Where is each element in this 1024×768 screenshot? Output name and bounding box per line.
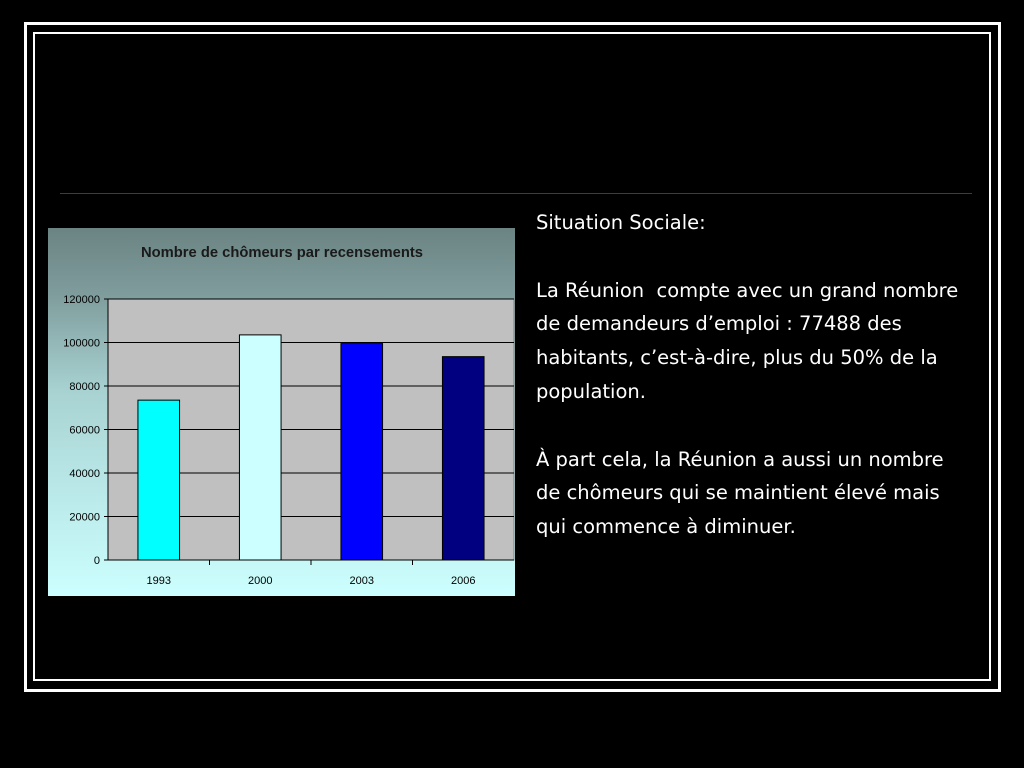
y-tick-label: 40000 — [69, 468, 100, 480]
bar-2000 — [239, 335, 281, 560]
paragraph-unemployment-trend: À part cela, la Réunion a aussi un nombre de chômeurs qui se maintient élevé mais qui commence à diminuer. — [536, 447, 950, 539]
x-tick-label: 2000 — [248, 575, 273, 587]
chart-title: Nombre de chômeurs par recensements — [141, 244, 423, 261]
y-tick-label: 100000 — [63, 337, 100, 350]
y-tick-label: 20000 — [69, 511, 100, 524]
y-tick-label: 0 — [93, 555, 100, 567]
unemployment-bar-chart — [48, 228, 515, 596]
paragraph-unemployment-seekers: La Réunion compte avec un grand nombre de demandeurs d’emploi : 77488 des habitants, c’est-à-dire, plus du 50% de la population. — [536, 278, 965, 403]
x-tick-label: 2003 — [349, 575, 374, 587]
y-tick-label: 60000 — [69, 424, 100, 437]
bar-2003 — [341, 344, 383, 560]
bar-2006 — [442, 357, 484, 560]
y-tick-label: 80000 — [69, 381, 100, 393]
social-situation-text — [536, 206, 966, 544]
title-divider — [60, 193, 972, 194]
x-tick-label: 2006 — [451, 575, 476, 587]
section-heading: Situation Sociale: — [536, 211, 706, 234]
bar-1993 — [138, 400, 180, 560]
x-tick-label: 1993 — [146, 575, 171, 587]
y-tick-label: 120000 — [63, 294, 100, 306]
